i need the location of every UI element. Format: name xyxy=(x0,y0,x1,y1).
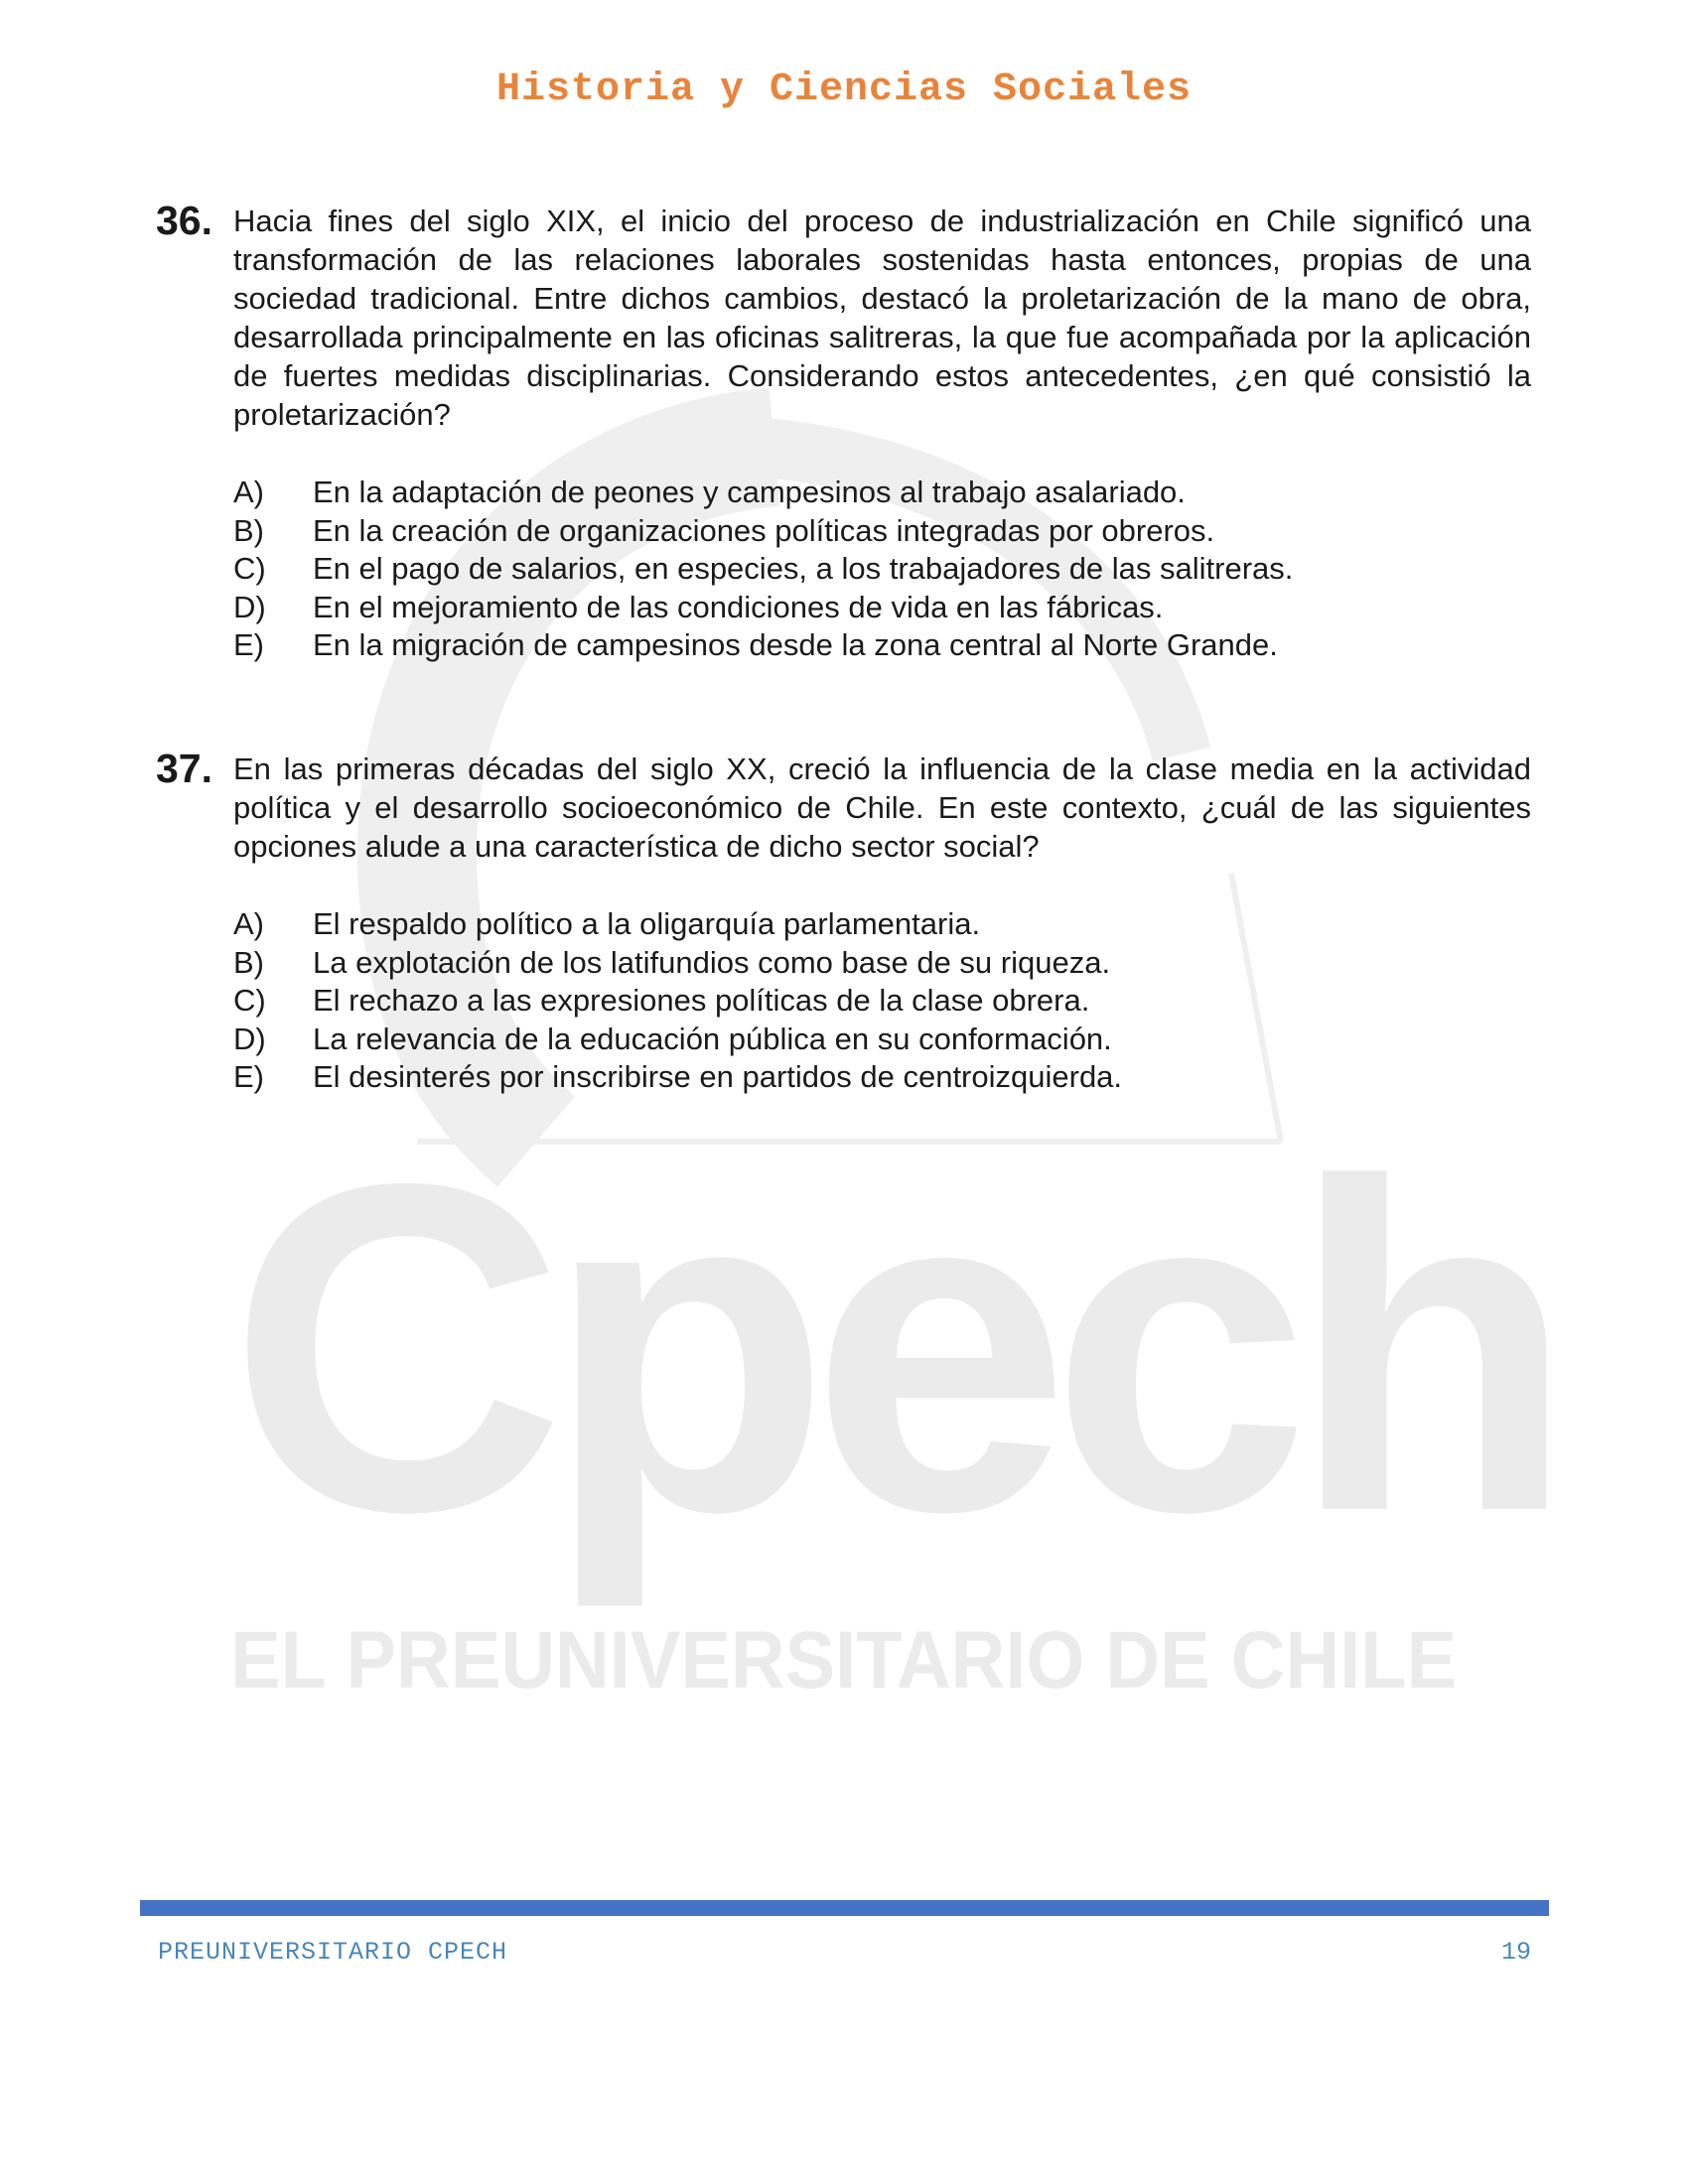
option-letter: B) xyxy=(233,944,264,980)
answer-option[interactable] xyxy=(233,474,1531,512)
page-number: 19 xyxy=(1500,1938,1531,1967)
answer-option[interactable] xyxy=(233,626,1531,665)
answer-options xyxy=(233,905,1531,1097)
answer-option[interactable] xyxy=(233,550,1531,589)
answer-options xyxy=(233,474,1531,665)
question-37 xyxy=(156,746,1531,1097)
option-text: En la adaptación de peones y campesinos al trabajo asalariado. xyxy=(313,475,1186,509)
option-text: El rechazo a las expresiones políticas de la clase obrera. xyxy=(313,983,1090,1018)
option-letter: B) xyxy=(233,512,264,548)
answer-option[interactable] xyxy=(233,512,1531,551)
answer-option[interactable] xyxy=(233,1021,1531,1059)
answer-option[interactable] xyxy=(233,982,1531,1021)
question-36 xyxy=(156,198,1531,665)
option-text: El desinterés por inscribirse en partidos de centroizquierda. xyxy=(313,1059,1123,1094)
answer-option[interactable] xyxy=(233,905,1531,944)
option-letter: C) xyxy=(233,983,266,1018)
option-letter: E) xyxy=(233,1059,264,1094)
question-number: 36. xyxy=(156,198,212,243)
option-text: La explotación de los latifundios como base de su riqueza. xyxy=(313,944,1111,980)
answer-option[interactable] xyxy=(233,1058,1531,1097)
question-text: En las primeras décadas del siglo XX, creció la influencia de la clase media en la actividad política y el desarrollo socioeconómico de Chile. En este contexto, ¿cuál de las siguientes opciones alude a una característica de dicho sector social? xyxy=(233,751,1531,864)
option-letter: A) xyxy=(233,475,264,509)
footer-brand: PREUNIVERSITARIO CPECH xyxy=(158,1938,508,1967)
answer-option[interactable] xyxy=(233,589,1531,627)
footer-divider xyxy=(140,1900,1549,1916)
answer-option[interactable] xyxy=(233,944,1531,983)
option-letter: E) xyxy=(233,627,264,662)
watermark-tagline: EL PREUNIVERSITARIO DE CHILE xyxy=(230,1615,1457,1706)
page-title: Historia y Ciencias Sociales xyxy=(495,68,1193,112)
option-text: La relevancia de la educación pública en su conformación. xyxy=(313,1021,1112,1056)
option-text: En la creación de organizaciones políticas integradas por obreros. xyxy=(313,512,1215,548)
option-letter: D) xyxy=(233,589,266,624)
option-text: En el mejoramiento de las condiciones de vida en las fábricas. xyxy=(313,589,1164,624)
question-text: Hacia fines del siglo XIX, el inicio del proceso de industrialización en Chile significó una transformación de las relaciones laborales sostenidas hasta entonces, propias de una sociedad tradicional. Entre dichos cambios, destacó la proletarización de la mano de obra, desarrollada principalmente en las oficinas salitreras, la que fue acompañada por la aplicación de fuertes medidas disciplinarias. Considerando estos antecedentes, ¿en qué consistió la proletarización? xyxy=(233,204,1531,432)
option-letter: D) xyxy=(233,1021,266,1056)
option-letter: A) xyxy=(233,906,264,941)
question-number: 37. xyxy=(156,746,212,791)
option-text: En la migración de campesinos desde la zona central al Norte Grande. xyxy=(313,627,1278,662)
watermark-logo-text: Cpech xyxy=(228,1087,1556,1608)
option-letter: C) xyxy=(233,551,266,586)
option-text: En el pago de salarios, en especies, a los trabajadores de las salitreras. xyxy=(313,551,1294,586)
option-text: El respaldo político a la oligarquía parlamentaria. xyxy=(313,906,981,941)
